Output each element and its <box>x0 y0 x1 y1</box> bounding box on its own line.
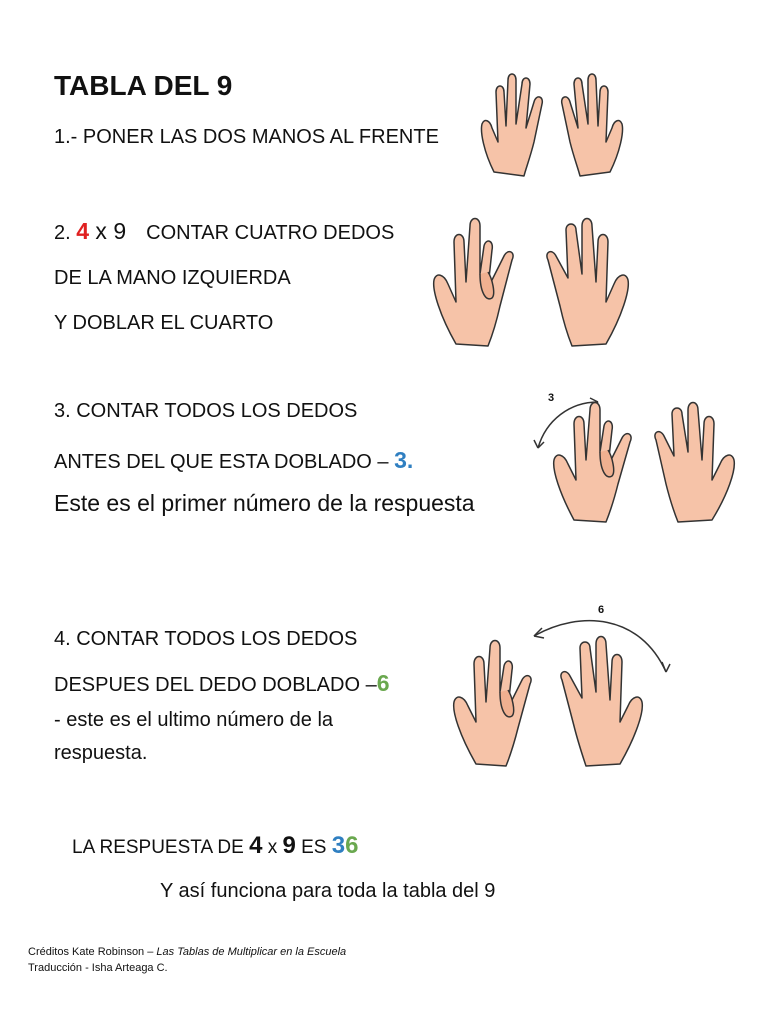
step-3-number: 3. <box>394 447 414 473</box>
page-title: TABLA DEL 9 <box>54 70 233 101</box>
credits-author: Créditos Kate Robinson – <box>28 946 157 958</box>
step-2-line-1 <box>54 218 394 245</box>
answer-times: x <box>262 837 283 858</box>
step-2-times: x 9 <box>89 218 127 244</box>
two-hands-icon <box>474 72 630 182</box>
hands-fourth-finger-bent-icon <box>426 216 636 348</box>
step-4-number: 6 <box>376 670 390 696</box>
credits-line-1 <box>28 946 346 958</box>
step-4-line-1: 4. CONTAR TODOS LOS DEDOS <box>54 628 358 650</box>
step-3-line-1: 3. CONTAR TODOS LOS DEDOS <box>54 400 358 422</box>
answer-factor-b: 9 <box>282 832 296 859</box>
step-2-line-2: DE LA MANO IZQUIERDA <box>54 267 291 289</box>
step-2-line-3: Y DOBLAR EL CUARTO <box>54 312 274 334</box>
hands-count-before-icon <box>530 390 744 524</box>
step-3-line-2-text: ANTES DEL QUE ESTA DOBLADO – <box>54 451 395 473</box>
hands-count-after-icon <box>450 600 676 772</box>
step-2-text-a: CONTAR CUATRO DEDOS <box>146 222 395 244</box>
step-2-prefix: 2. <box>54 222 77 244</box>
step-1-text: 1.- PONER LAS DOS MANOS AL FRENTE <box>54 126 439 148</box>
credits-source: Las Tablas de Multiplicar en la Escuela <box>156 946 347 958</box>
step-3-line-2 <box>54 447 413 474</box>
step-3-line-3: Este es el primer número de la respuesta <box>54 490 475 516</box>
arrow-label-6: 6 <box>598 604 605 616</box>
answer-es: ES <box>295 837 332 858</box>
step-4-line-3: - este es el ultimo número de la <box>54 709 334 731</box>
answer-digit-1: 3 <box>331 832 346 859</box>
closing-text: Y así funciona para toda la tabla del 9 <box>160 880 496 902</box>
step-4-line-2-text: DESPUES DEL DEDO DOBLADO – <box>54 674 377 696</box>
answer-prefix: LA RESPUESTA DE <box>72 837 250 858</box>
answer-digit-2: 6 <box>345 832 359 859</box>
answer-factor-a: 4 <box>249 832 263 859</box>
answer-line <box>72 832 358 860</box>
step-4-line-4: respuesta. <box>54 742 148 764</box>
arrow-label-3: 3 <box>548 392 555 404</box>
step-4-line-2 <box>54 670 389 697</box>
credits-line-2: Traducción - Isha Arteaga C. <box>28 962 168 974</box>
step-2-number: 4 <box>76 218 90 244</box>
